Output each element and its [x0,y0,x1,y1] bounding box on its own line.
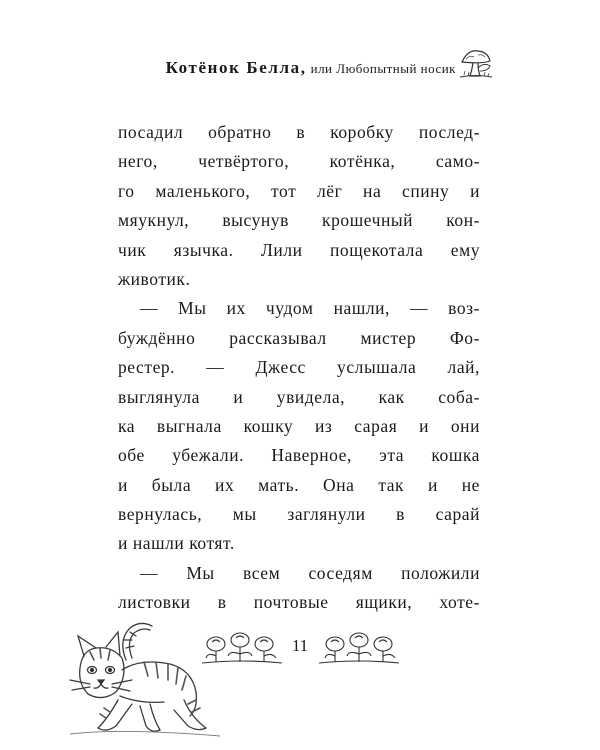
text-line: обе убежали. Наверное, эта кошка [118,445,480,466]
text-line: мяукнул, высунув крошечный кон- [118,210,480,231]
text-line: и нашли котят. [118,533,235,554]
floral-ornament-icon [315,628,400,668]
text-line: него, четвёртого, котёнка, само- [118,151,480,172]
text-line: го маленького, тот лёг на спину и [118,180,480,201]
paragraph-1 [118,118,480,294]
floral-ornament-icon [200,628,285,668]
page-body-text [118,118,480,618]
text-line: посадил обратно в коробку послед- [118,122,480,142]
text-line: вернулась, мы заглянули в сарай [118,504,480,525]
text-line: — Мы их чудом нашли, — воз- [140,298,480,319]
book-title: Котёнок Белла, [165,58,307,77]
paragraph-2 [118,294,480,559]
text-line: выглянула и увидела, как соба- [118,386,480,407]
mushroom-ornament-icon [458,46,494,80]
text-line: и была их мать. Она так и не [118,474,480,495]
text-line: листовки в почтовые ящики, хоте- [118,592,480,613]
text-line: чик язычка. Лили пощекотала ему [118,239,480,260]
text-line: ка выгнала кошку из сарая и они [118,415,480,436]
text-line: животик. [118,268,191,289]
text-line: рестер. — Джесс услышала лай, [118,357,480,378]
text-line: — Мы всем соседям положили [140,562,480,583]
text-line: буждённо рассказывал мистер Фо- [118,327,480,348]
page-number: 11 [291,636,309,655]
page-footer [200,628,500,668]
running-header [0,58,456,78]
book-subtitle: или Любопытный носик [310,61,456,76]
kitten-illustration-icon [60,600,230,740]
